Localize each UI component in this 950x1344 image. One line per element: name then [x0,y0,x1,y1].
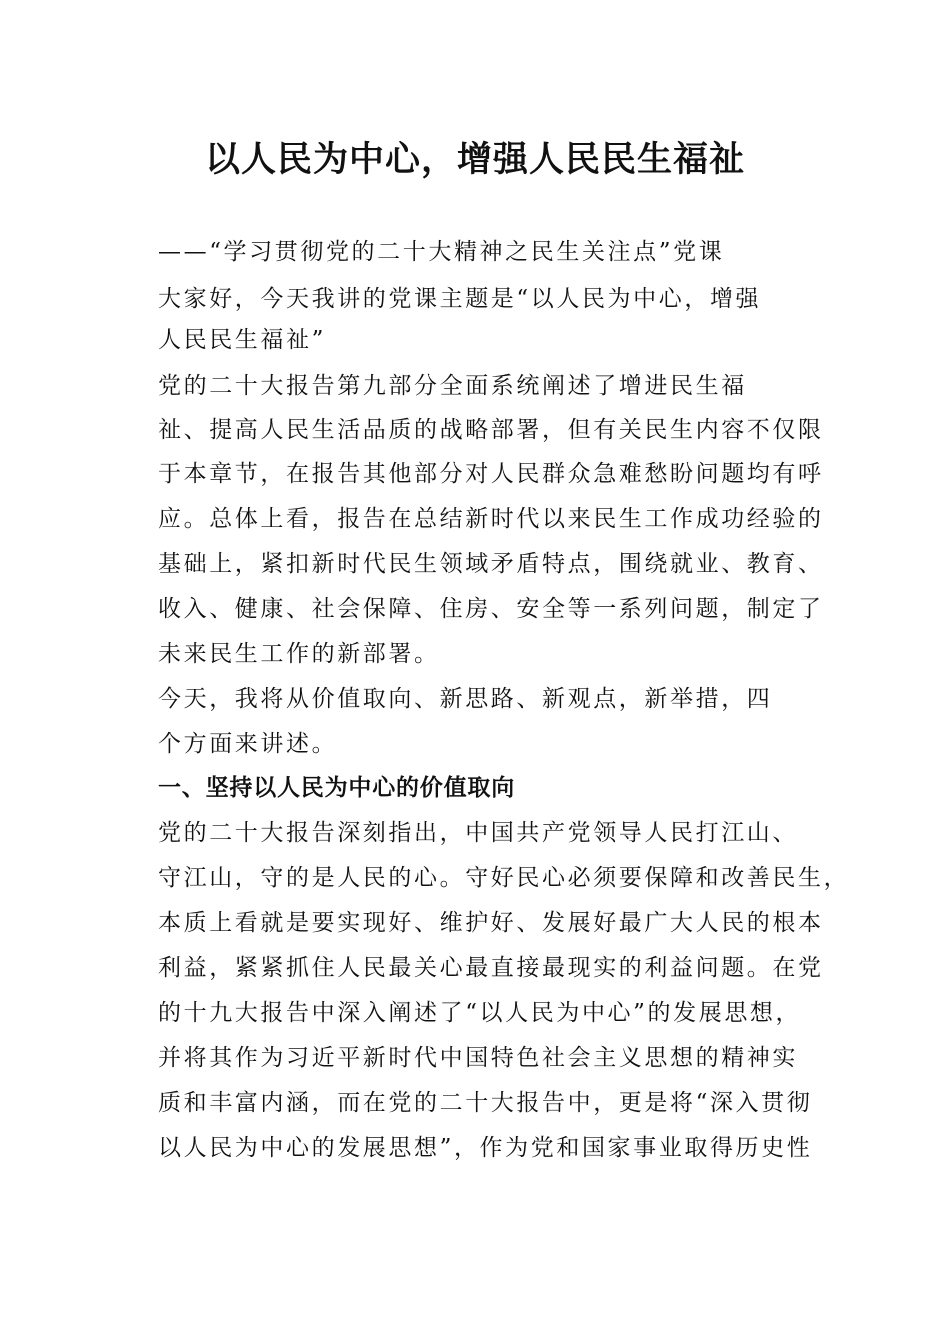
intro-line-1: 大家好，今天我讲的党课主题是“以人民为中心，增强 [158,286,762,312]
para1-line-6: 收入、健康、社会保障、住房、安全等一系列问题，制定了 [158,596,824,622]
para2-line-1: 今天，我将从价值取向、新思路、新观点，新举措，四 [158,686,773,712]
para1-line-1: 党的二十大报告第九部分全面系统阐述了增进民生福 [158,373,747,399]
section1-line-4: 利益，紧紧抓住人民最关心最直接最现实的利益问题。在党 [158,955,824,981]
section-1-heading: 一、坚持以人民为中心的价值取向 [158,775,515,801]
document-title: 以人民为中心，增强人民民生福祉 [204,139,745,180]
para2-line-2: 个方面来讲述。 [158,731,338,757]
section1-line-3: 本质上看就是要实现好、维护好、发展好最广大人民的根本 [158,910,824,936]
section1-line-2: 守江山，守的是人民的心。守好民心必须要保障和改善民生， [158,865,850,891]
para1-line-7: 未来民生工作的新部署。 [158,641,440,667]
para1-line-4: 应。总体上看，报告在总结新时代以来民生工作成功经验的 [158,506,824,532]
section1-line-6: 并将其作为习近平新时代中国特色社会主义思想的精神实 [158,1045,798,1071]
intro-line-2: 人民民生福祉” [158,327,326,353]
para1-line-3: 于本章节，在报告其他部分对人民群众急难愁盼问题均有呼 [158,461,824,487]
para1-line-2: 祉、提高人民生活品质的战略部署，但有关民生内容不仅限 [158,417,824,443]
para1-line-5: 基础上，紧扣新时代民生领域矛盾特点，围绕就业、教育、 [158,551,824,577]
document-subtitle: ——“学习贯彻党的二十大精神之民生关注点”党课 [158,239,725,265]
section1-line-5: 的十九大报告中深入阐述了“以人民为中心”的发展思想， [158,1000,802,1026]
section1-line-1: 党的二十大报告深刻指出，中国共产党领导人民打江山、 [158,820,798,846]
section1-line-7: 质和丰富内涵，而在党的二十大报告中，更是将“深入贯彻 [158,1090,813,1116]
section1-line-8: 以人民为中心的发展思想”，作为党和国家事业取得历史性 [158,1135,813,1161]
